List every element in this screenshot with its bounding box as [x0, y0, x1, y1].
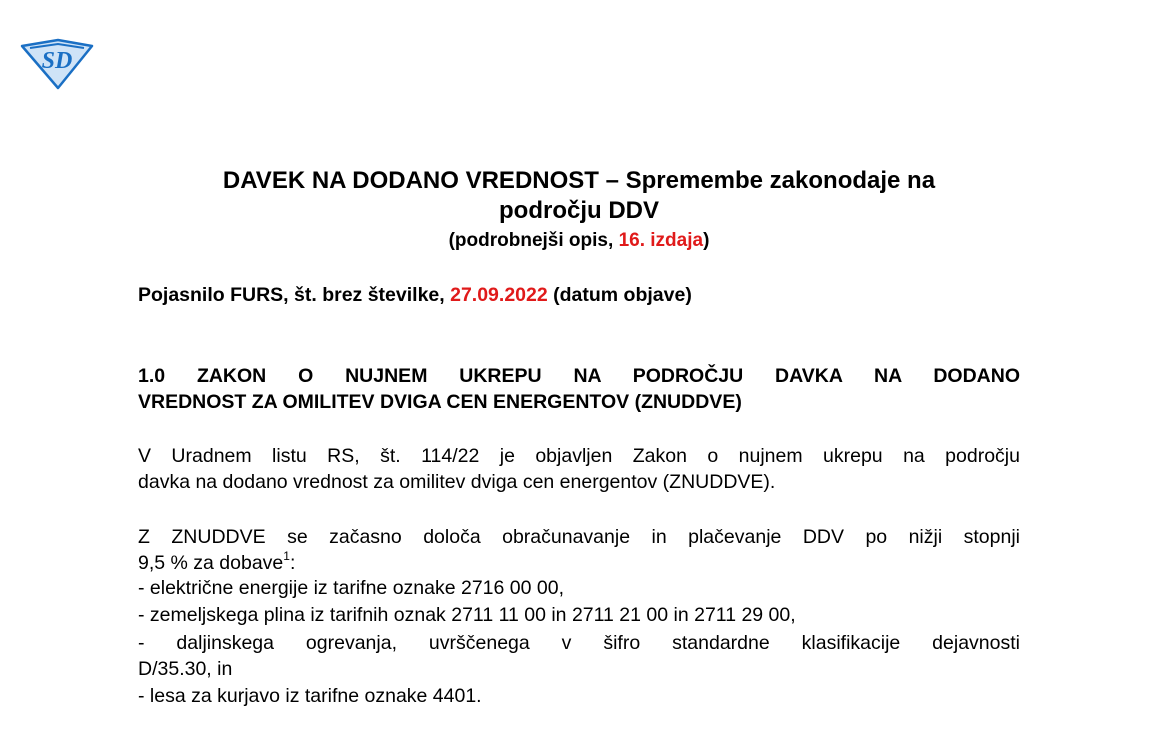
- document-title-line-2: področju DDV: [499, 197, 659, 224]
- logo-lettering: SD: [41, 48, 73, 74]
- paragraph-1-line-2: davka na dodano vrednost za omilitev dviga cen energentov (ZNUDDVE).: [138, 471, 776, 493]
- paragraph-2-line-1: Z ZNUDDVE se začasno določa obračunavanje in plačevanje DDV po nižji stopnji: [138, 526, 1020, 548]
- edition-number: 16. izdaja: [618, 230, 704, 251]
- edition-subtitle: [138, 229, 1020, 253]
- list-item-firewood: - lesa za kurjavo iz tarifne oznake 4401.: [138, 685, 482, 707]
- document-title-line-1: DAVEK NA DODANO VREDNOST – Spremembe zakonodaje na: [222, 167, 936, 194]
- paragraph-2-line-2-text: 9,5 % za dobave: [138, 552, 284, 574]
- pojasnilo-prefix: Pojasnilo FURS, št. brez številke,: [138, 284, 451, 306]
- section-heading-line-2: VREDNOST ZA OMILITEV DVIGA CEN ENERGENTOV (ZNUDDVE): [138, 391, 742, 413]
- list-item-natural-gas: - zemeljskega plina iz tarifnih oznak 2711 11 00 in 2711 21 00 in 2711 29 00,: [138, 604, 796, 626]
- company-logo: [20, 34, 94, 90]
- list-item-district-heating-line-1: - daljinskega ogrevanja, uvrščenega v šifro standardne klasifikacije dejavnosti: [138, 632, 1020, 654]
- pojasnilo-line: [138, 283, 1020, 307]
- section-heading-line-1: 1.0 ZAKON O NUJNEM UKREPU NA PODROČJU DAVKA NA DODANO: [138, 365, 1020, 387]
- list-item-district-heating-line-2: D/35.30, in: [138, 658, 233, 680]
- paragraph-2-line-2: [138, 551, 1020, 575]
- edition-suffix: ): [703, 230, 710, 251]
- list-item-electricity: - električne energije iz tarifne oznake 2716 00 00,: [138, 577, 565, 599]
- pojasnilo-suffix: (datum objave): [547, 284, 692, 306]
- edition-prefix: (podrobnejši opis,: [448, 230, 619, 251]
- paragraph-1-line-1: V Uradnem listu RS, št. 114/22 je objavljen Zakon o nujnem ukrepu na področju: [138, 445, 1020, 467]
- paragraph-2-line-2-colon: :: [289, 552, 296, 574]
- publication-date: 27.09.2022: [450, 284, 548, 306]
- footnote-marker: 1: [283, 549, 290, 563]
